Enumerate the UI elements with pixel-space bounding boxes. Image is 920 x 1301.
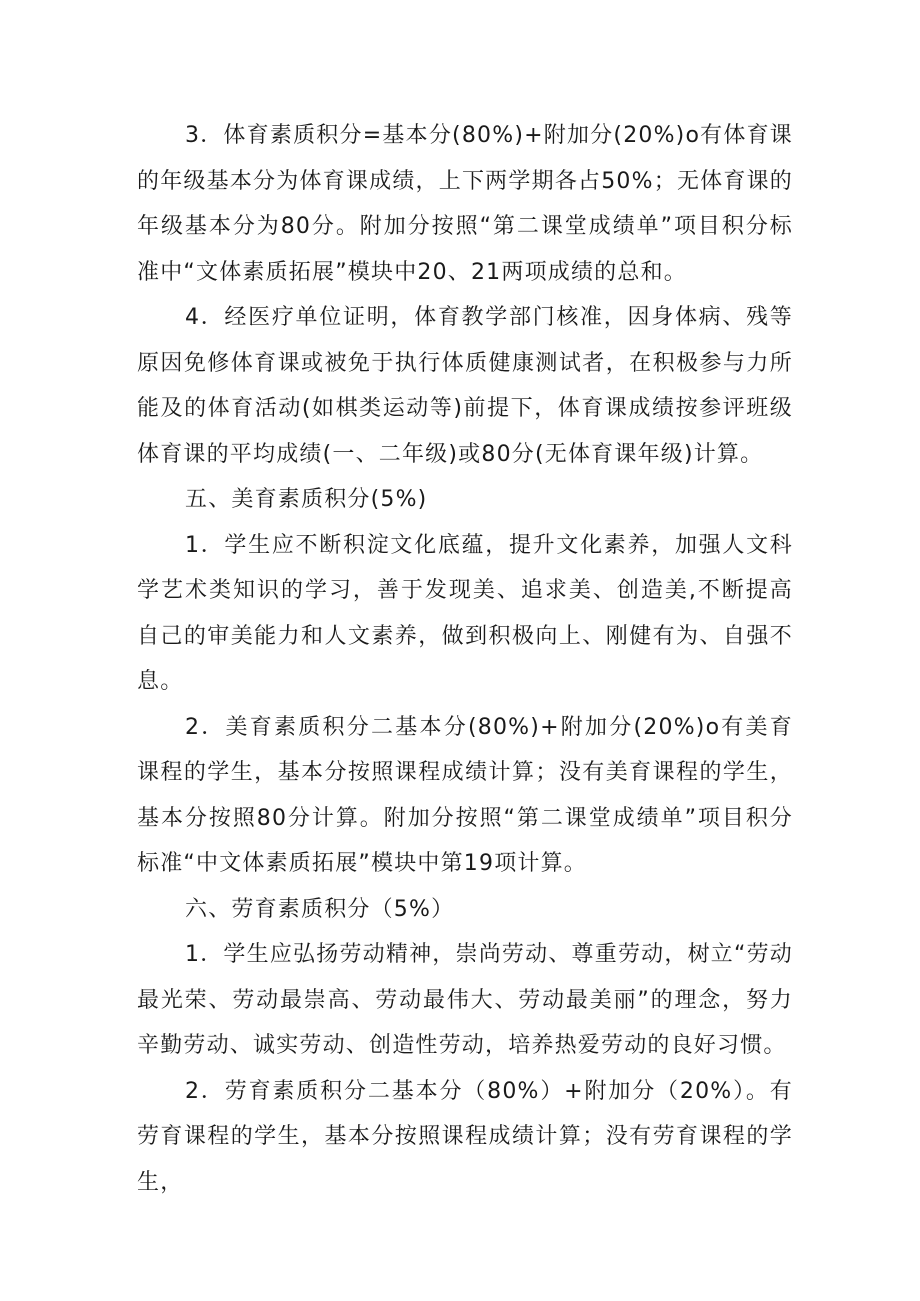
- paragraph-aesthetic-goals: 1．学生应不断积淀文化底蕴，提升文化素养，加强人文科学艺术类知识的学习，善于发现美、追求美、创造美,不断提高自己的审美能力和人文素养，做到积极向上、刚健有为、自强不息。: [137, 532, 793, 694]
- paragraph-pe-score-formula: 3．体育素质积分=基本分(80%)+附加分(20%)o有体育课的年级基本分为体育课成绩，上下两学期各占50%；无体育课的年级基本分为80分。附加分按照“第二课堂成绩单”项目积分标准中“文体素质拓展”模块中20、21两项成绩的总和。: [137, 123, 793, 285]
- section-heading-labor: 六、劳育素质积分（5%）: [185, 896, 455, 922]
- paragraph-pe-exemption: 4．经医疗单位证明，体育教学部门核准，因身体病、残等原因免修体育课或被免于执行体质健康测试者，在积极参与力所能及的体育活动(如棋类运动等)前提下，体育课成绩按参评班级体育课的平均成绩(一、二年级)或80分(无体育课年级)计算。: [137, 305, 793, 467]
- paragraph-labor-score-formula: 2．劳育素质积分二基本分（80%）+附加分（20%）。有劳育课程的学生，基本分按照课程成绩计算；没有劳育课程的学生，: [137, 1078, 793, 1195]
- paragraph-labor-goals: 1．学生应弘扬劳动精神，崇尚劳动、尊重劳动，树立“劳动最光荣、劳动最崇高、劳动最伟大、劳动最美丽”的理念，努力辛勤劳动、诚实劳动、创造性劳动，培养热爱劳动的良好习惯。: [137, 942, 793, 1058]
- section-heading-aesthetic: 五、美育素质积分(5%): [185, 487, 428, 512]
- document-body: [137, 113, 793, 1205]
- paragraph-aesthetic-score-formula: 2．美育素质积分二基本分(80%)+附加分(20%)o有美育课程的学生，基本分按照课程成绩计算；没有美育课程的学生，基本分按照80分计算。附加分按照“第二课堂成绩单”项目积分标准“中文体素质拓展”模块中第19项计算。: [137, 714, 793, 876]
